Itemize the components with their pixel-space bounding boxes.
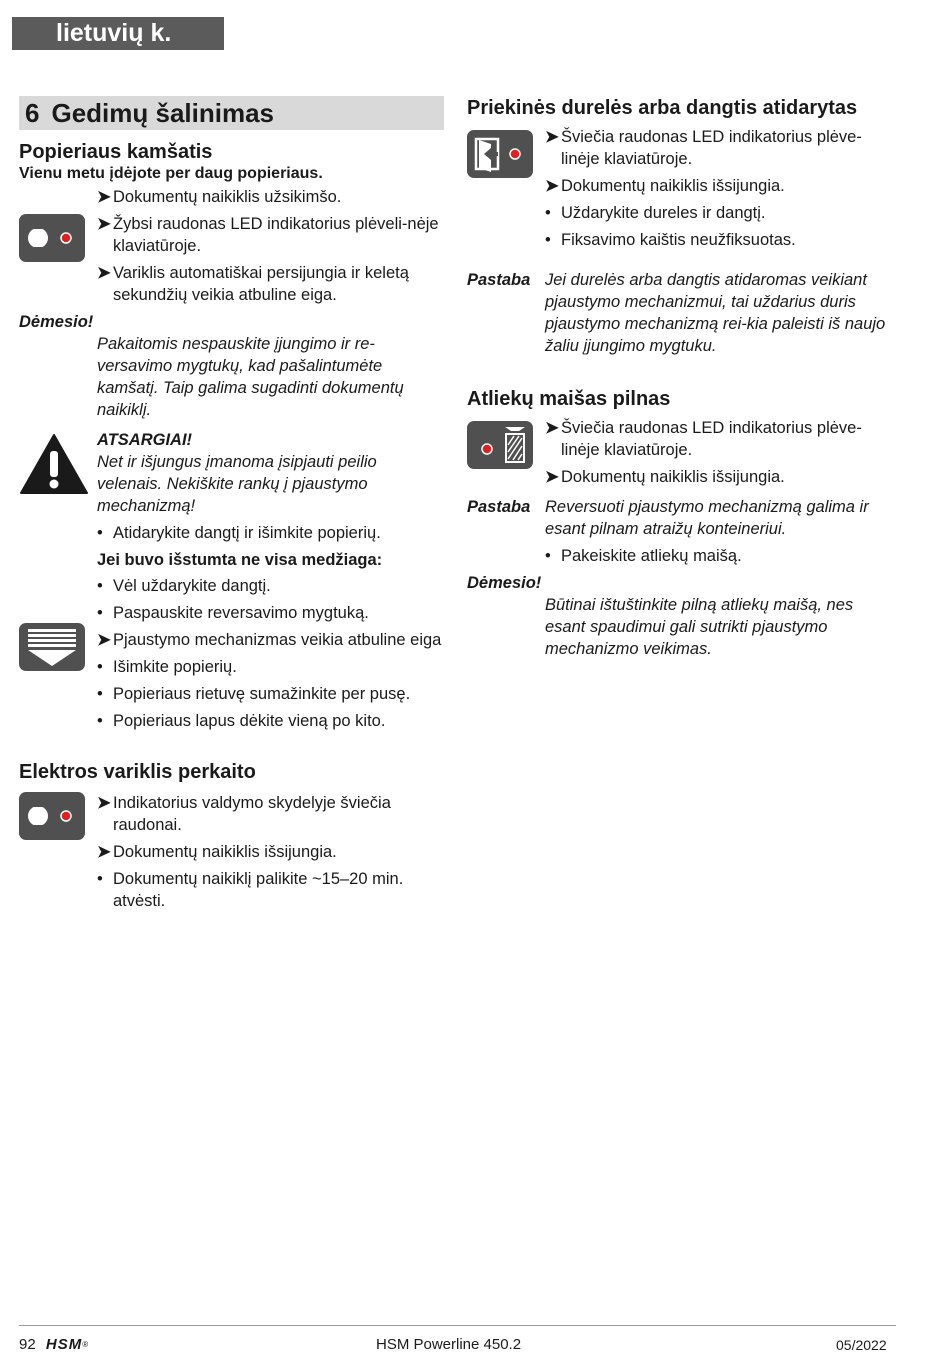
section-number: 6 [25,98,40,128]
partial-title: Jei buvo išstumta ne visa medžiaga: [97,551,383,569]
print-date: 05/2022 [836,1337,887,1353]
note-text: Jei durelės arba dangtis atidaromas veikiant pjaustymo mechanizmui, tai uždarius duris pjaustymo mechanizmą rei-kia paleisti iš naujo žaliu įjungimo mygtuku. [545,271,886,355]
door-block [467,126,897,251]
caution-block [19,429,444,571]
list-item: • Dokumentų naikiklį palikite ~15–20 min. atvėsti. [97,870,404,910]
list-item: • Vėl uždarykite dangtį. [97,577,271,595]
list-item: • Atidarykite dangtį ir išimkite popierių. [97,524,381,542]
section-header [19,96,444,130]
attention-text: Pakaitomis nespauskite įjungimo ir re-versavimo mygtukų, kad pašalintumėte kamšatį. Taip galima sugadinti dokumentų naikiklį. [97,335,404,419]
left-column [19,96,444,917]
list-item: ➤ Pjaustymo mechanizmas veikia atbuline eiga [97,631,442,649]
list-item: ➤ Dokumentų naikiklis išsijungia. [97,843,337,861]
motor-led-icon [19,214,85,262]
brand-logo: HSM [45,1336,83,1353]
list-item: • Popieriaus lapus dėkite vieną po kito. [97,712,386,730]
list-item: • Fiksavimo kaištis neužfiksuotas. [545,231,796,249]
list-item: • Popieriaus rietuvę sumažinkite per pusę. [97,685,411,703]
list-item: • Pakeiskite atliekų maišą. [545,547,742,565]
note-label: Pastaba [467,271,531,289]
caution-label: ATSARGIAI! [97,431,193,449]
motor-block [19,792,444,912]
list-item: ➤ Dokumentų naikiklis užsikimšo. [97,188,342,206]
footer-divider [19,1325,896,1326]
reverse-button-icon [19,623,85,671]
attention-label: Dėmesio! [19,313,94,331]
door-note [467,269,897,357]
note-text: Reversuoti pjaustymo mechanizmą galima ir esant pilnam atraižų konteineriui. [545,498,869,538]
attention-label: Dėmesio! [467,574,542,592]
page-number: 92 HSM® [19,1336,89,1353]
list-item: ➤ Dokumentų naikiklis išsijungia. [545,177,785,195]
partial-block [19,575,444,732]
list-item: • Paspauskite reversavimo mygtuką. [97,604,369,622]
list-item: ➤ Šviečia raudonas LED indikatorius plėve-linėje klaviatūroje. [545,419,862,459]
section-title: Gedimų šalinimas [51,98,274,128]
motor-title: Elektros variklis perkaito [19,761,256,783]
right-column [467,96,897,660]
list-item: ➤ Indikatorius valdymo skydelyje šviečia raudonai. [97,794,391,834]
warning-icon [19,433,89,495]
bag-note [467,496,897,567]
list-item: ➤ Šviečia raudonas LED indikatorius plėve-linėje klaviatūroje. [545,128,862,168]
paper-jam-title: Popieriaus kamšatis [19,141,213,163]
paper-jam-subtitle: Vienu metu įdėjote per daug popieriaus. [19,165,323,182]
bag-block [467,417,897,488]
list-item: ➤ Variklis automatiškai persijungia ir keletą sekundžių veikia atbuline eiga. [97,264,409,304]
list-item: ➤ Žybsi raudonas LED indikatorius plėveli-nėje klaviatūroje. [97,215,439,255]
attention-text: Būtinai ištuštinkite pilną atliekų maišą, nes esant spaudimui gali sutrikti pjaustymo mechanizmo veikimas. [545,596,854,658]
list-item: • Uždarykite dureles ir dangtį. [545,204,766,222]
motor-led-icon [19,792,85,840]
door-title: Priekinės durelės arba dangtis atidarytas [467,97,858,119]
model-name: HSM Powerline 450.2 [376,1336,522,1353]
caution-text: Net ir išjungus įmanoma įsipjauti peilio velenais. Nekiškite rankų į pjaustymo mechanizmą! [97,453,377,515]
list-item: • Išimkite popierių. [97,658,237,676]
paper-jam-block [19,186,444,306]
bag-title: Atliekų maišas pilnas [467,388,671,410]
waste-bag-led-icon [467,421,533,469]
door-open-icon [467,130,533,178]
note-label: Pastaba [467,498,531,516]
language-tab: lietuvių k. [12,17,224,50]
list-item: ➤ Dokumentų naikiklis išsijungia. [545,468,785,486]
